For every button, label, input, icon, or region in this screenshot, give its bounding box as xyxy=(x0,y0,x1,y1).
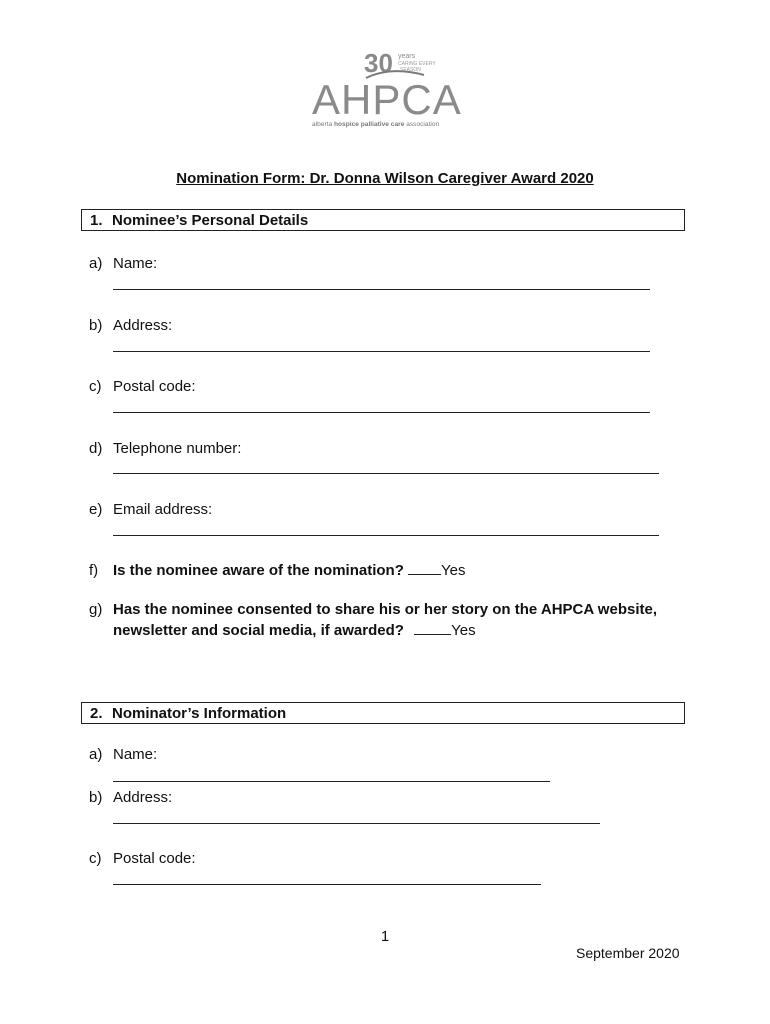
nominee-address-field[interactable] xyxy=(113,351,650,352)
nominator-name-label: a) Name: xyxy=(89,746,158,763)
nominee-name-label: a) Name: xyxy=(89,255,158,272)
nominator-address-field[interactable] xyxy=(113,823,600,824)
consent-yes-option: Yes xyxy=(451,622,476,639)
section-1-heading: Nominee’s Personal Details xyxy=(112,212,309,229)
nominee-email-field[interactable] xyxy=(113,535,659,536)
section-2-header xyxy=(81,702,685,724)
nominee-postal-code-field[interactable] xyxy=(113,412,650,413)
logo-years-word: years xyxy=(398,53,416,60)
nominee-telephone-field[interactable] xyxy=(113,473,659,474)
nominee-email-label: e) Email address: xyxy=(89,501,213,518)
logo-tagline-2: SEASON xyxy=(400,67,421,73)
nominee-address-label: b) Address: xyxy=(89,317,173,334)
nominator-postal-code-field[interactable] xyxy=(113,884,541,885)
logo-org-name: alberta hospice palliative care association xyxy=(312,121,440,128)
aware-yes-blank[interactable] xyxy=(408,562,441,575)
logo-years-number: 30 xyxy=(364,48,393,78)
logo-brand: AHPCA xyxy=(312,76,462,123)
ahpca-logo xyxy=(306,48,464,130)
nominee-name-field[interactable] xyxy=(113,289,650,290)
aware-yes-option: Yes xyxy=(441,562,466,579)
section-1-number: 1. xyxy=(90,212,103,229)
page-number: 1 xyxy=(380,928,390,945)
question-consent-line-2: newsletter and social media, if awarded? Yes xyxy=(113,622,476,639)
nominee-telephone-label: d) Telephone number: xyxy=(89,440,242,457)
nominee-postal-code-label: c) Postal code: xyxy=(89,378,196,395)
section-1-header xyxy=(81,209,685,231)
section-2-number: 2. xyxy=(90,705,103,722)
nominator-postal-code-label: c) Postal code: xyxy=(89,850,196,867)
consent-yes-blank[interactable] xyxy=(414,622,451,635)
nominator-address-label: b) Address: xyxy=(89,789,173,806)
footer-date: September 2020 xyxy=(576,945,680,961)
section-2-heading: Nominator’s Information xyxy=(112,705,287,722)
form-title: Nomination Form: Dr. Donna Wilson Caregiver Award 2020 xyxy=(176,170,594,187)
question-aware-of-nomination: f) Is the nominee aware of the nomination? Yes xyxy=(89,562,466,579)
logo-tagline-1: CARING EVERY xyxy=(398,61,436,67)
question-consent-line-1: g) Has the nominee consented to share his or her story on the AHPCA website, xyxy=(89,601,657,618)
nominator-name-field[interactable] xyxy=(113,781,550,782)
logo-graphic xyxy=(306,48,464,130)
